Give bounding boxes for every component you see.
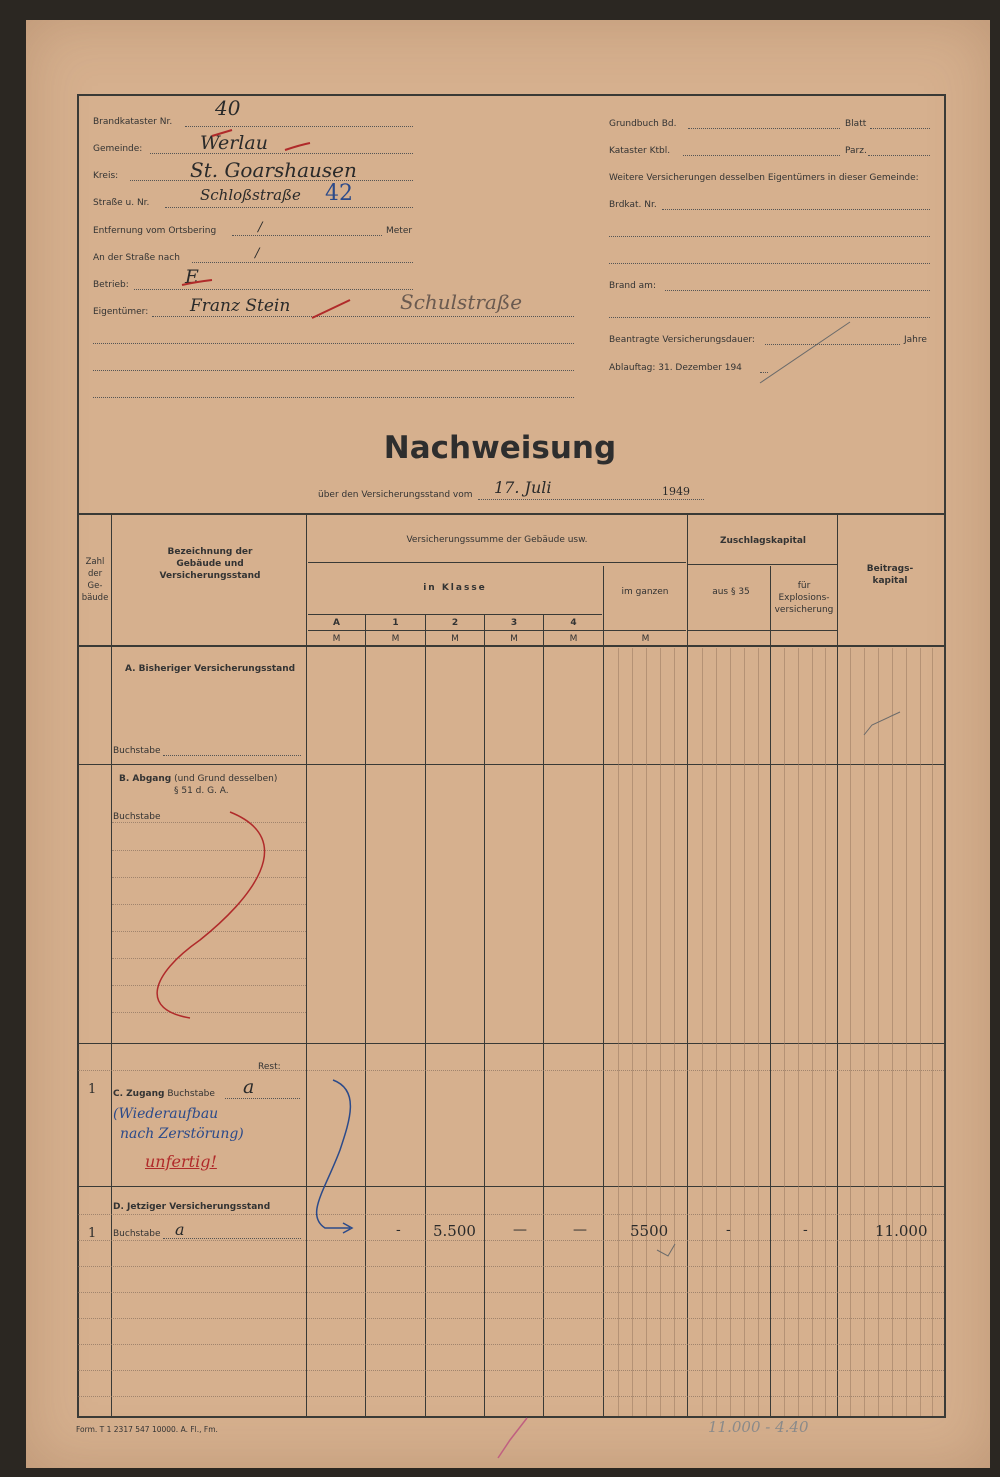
- section-c-buchstabe: Buchstabe: [167, 1089, 215, 1099]
- gemeinde-label: Gemeinde:: [93, 144, 143, 154]
- d-value-explosion: -: [803, 1222, 808, 1238]
- col-zahl-header: Zahl der Ge-bäude: [81, 557, 109, 603]
- grundbuch-label: Grundbuch Bd.: [609, 119, 677, 129]
- section-c-note1: (Wiederaufbau: [113, 1106, 219, 1122]
- section-c-count: 1: [88, 1082, 97, 1097]
- weitere-label: Weitere Versicherungen desselben Eigentümers in dieser Gemeinde:: [609, 173, 919, 183]
- an-der-strasse-label: An der Straße nach: [93, 253, 180, 263]
- subtitle-year: 1949: [662, 485, 690, 498]
- section-b-buchstabe: Buchstabe: [113, 812, 161, 822]
- klasse-1: 1: [392, 618, 399, 628]
- klasse-3: 3: [510, 618, 518, 628]
- unit-ganzen: M: [641, 634, 650, 644]
- brandkataster-value: 40: [215, 96, 241, 120]
- subtitle-label: über den Versicherungsstand vom: [318, 490, 473, 500]
- subtitle-date: 17. Juli: [494, 478, 552, 497]
- klasse-4: 4: [570, 618, 577, 628]
- d-value-beitrag: 11.000: [875, 1222, 928, 1240]
- section-d-buchstabe: Buchstabe: [113, 1229, 161, 1239]
- entfernung-value: /: [258, 220, 263, 235]
- section-a-buchstabe: Buchstabe: [113, 746, 161, 756]
- form-footer: Form. T 1 2317 547 10000. A. Fl., Fm.: [76, 1425, 218, 1434]
- section-c-letter: a: [243, 1076, 255, 1098]
- section-b-line2: § 51 d. G. A.: [174, 786, 229, 796]
- an-der-strasse-value: /: [255, 246, 260, 261]
- unit-3: M: [510, 634, 518, 644]
- blatt-label: Blatt: [845, 119, 867, 129]
- brand-label: Brand am:: [609, 281, 656, 291]
- dauer-label: Beantragte Versicherungsdauer:: [609, 335, 755, 345]
- kreis-value: St. Goarshausen: [190, 158, 357, 182]
- red-stroke: [157, 812, 264, 1018]
- gemeinde-value: Werlau: [200, 132, 268, 154]
- rest-label: Rest:: [258, 1062, 281, 1072]
- col-beitrag-header: Beitrags-kapital: [866, 564, 914, 586]
- strasse-label: Straße u. Nr.: [93, 198, 150, 208]
- eigentuemer-extra: Schulstraße: [400, 290, 523, 314]
- eigentuemer-value: Franz Stein: [190, 296, 291, 316]
- section-d-letter: a: [175, 1220, 185, 1239]
- jahre-label: Jahre: [904, 335, 927, 345]
- brandkataster-label: Brandkataster Nr.: [93, 117, 173, 127]
- section-c-note3: unfertig!: [145, 1152, 217, 1171]
- d-value-aus: -: [726, 1222, 731, 1238]
- section-b-rest: (und Grund desselben): [174, 774, 278, 784]
- brdkat-label: Brdkat. Nr.: [609, 200, 657, 210]
- section-d-label: D. Jetziger Versicherungsstand: [113, 1202, 271, 1212]
- betrieb-value: E: [185, 266, 199, 288]
- col-zuschlag-header: Zuschlagskapital: [719, 536, 807, 546]
- d-value-im-ganzen: 5500: [630, 1222, 669, 1240]
- page-title: Nachweisung: [383, 430, 617, 466]
- col-in-klasse-header: in Klasse: [423, 583, 487, 593]
- d-value-klasse-1-2: 5.500: [433, 1222, 476, 1240]
- strasse-nr: 42: [325, 181, 353, 206]
- footer-handwriting: 11.000 - 4.40: [708, 1418, 809, 1436]
- eigentuemer-label: Eigentümer:: [93, 307, 149, 317]
- col-versicherungssumme-header: Versicherungssumme der Gebäude usw.: [406, 535, 588, 545]
- strasse-value: Schloßstraße: [200, 186, 301, 204]
- unit-1: M: [391, 634, 400, 644]
- kataster-label: Kataster Ktbl.: [609, 146, 671, 156]
- d-value-klasse-4: —: [573, 1222, 587, 1238]
- col-explosion-header: für Explosions-versicherung: [774, 581, 834, 615]
- unit-2: M: [451, 634, 459, 644]
- betrieb-label: Betrieb:: [93, 280, 129, 290]
- pink-mark: [498, 1418, 527, 1458]
- section-c-label: C. Zugang: [113, 1089, 165, 1099]
- section-c-note2: nach Zerstörung): [120, 1126, 244, 1142]
- col-bezeichnung-header: Bezeichnung der Gebäude und Versicherungsstand: [159, 547, 261, 581]
- unit-a: M: [332, 634, 341, 644]
- d-value-a: -: [396, 1222, 401, 1238]
- klasse-2: 2: [451, 618, 459, 628]
- col-aus-header: aus § 35: [712, 587, 750, 597]
- d-value-klasse-3: —: [513, 1222, 527, 1238]
- kreis-label: Kreis:: [93, 171, 119, 181]
- ablauftag-label: Ablauftag: 31. Dezember 194: [609, 363, 742, 373]
- parz-label: Parz.: [845, 146, 867, 156]
- unit-4: M: [569, 634, 578, 644]
- meter-label: Meter: [386, 226, 413, 236]
- section-b-label: B. Abgang: [119, 774, 172, 784]
- check-mark: [864, 712, 900, 735]
- entfernung-label: Entfernung vom Ortsbering: [93, 226, 217, 236]
- section-a-label: A. Bisheriger Versicherungsstand: [125, 664, 296, 674]
- col-im-ganzen-header: im ganzen: [621, 587, 669, 597]
- blue-arrow: [317, 1080, 351, 1228]
- klasse-a: A: [333, 618, 340, 628]
- section-d-count: 1: [88, 1226, 97, 1241]
